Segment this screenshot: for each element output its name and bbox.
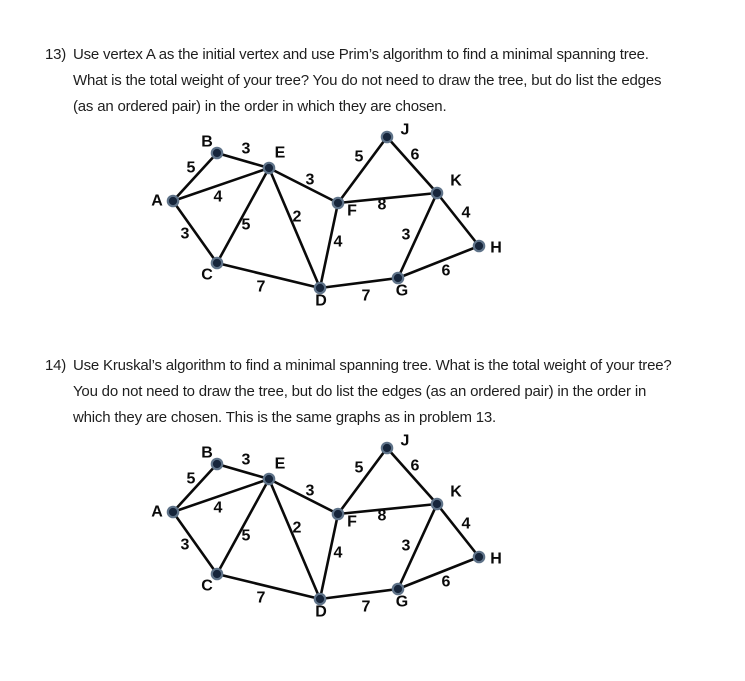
vertex-node-J	[382, 443, 392, 453]
problem-14	[45, 353, 710, 431]
edge-weight-E-F: 3	[305, 171, 315, 189]
edge-weight-E-F: 3	[305, 482, 315, 500]
edge-weight-B-E: 3	[241, 140, 251, 158]
edge-weight-C-D: 7	[256, 589, 266, 607]
edge-D-G	[320, 589, 398, 599]
problem-13-text	[73, 42, 710, 120]
edge-weight-C-E: 5	[241, 216, 251, 234]
edge-D-G	[320, 278, 398, 288]
edge-weight-D-G: 7	[361, 598, 371, 616]
edge-weight-A-B: 5	[186, 159, 196, 177]
problem-14-line-2: You do not need to draw the tree, but do list the edges (as an ordered pair) in the order in	[73, 383, 647, 400]
edge-weight-A-E: 4	[213, 188, 223, 206]
vertex-node-A	[168, 507, 178, 517]
edge-weight-J-K: 6	[410, 457, 420, 475]
vertex-label-C: C	[201, 266, 213, 284]
vertex-node-K	[432, 499, 442, 509]
edge-weight-G-K: 3	[401, 226, 411, 244]
edge-weight-G-H: 6	[441, 262, 451, 280]
edge-E-F	[269, 479, 338, 514]
vertex-label-E: E	[274, 455, 286, 473]
problem-13-number: 13)	[45, 46, 67, 63]
vertex-label-H: H	[490, 550, 502, 568]
vertex-label-D: D	[315, 603, 327, 621]
edge-weight-C-E: 5	[241, 527, 251, 545]
graph-svg	[140, 115, 520, 315]
vertex-label-G: G	[395, 282, 409, 300]
edge-weight-J-K: 6	[410, 146, 420, 164]
problem-14-text	[73, 353, 710, 431]
vertex-label-B: B	[201, 444, 213, 462]
vertex-label-C: C	[201, 577, 213, 595]
edge-weight-A-B: 5	[186, 470, 196, 488]
edge-weight-B-E: 3	[241, 451, 251, 469]
edge-J-K	[387, 448, 437, 504]
vertex-label-K: K	[450, 172, 462, 190]
vertex-node-H	[474, 241, 484, 251]
edge-C-D	[217, 574, 320, 599]
vertex-node-K	[432, 188, 442, 198]
vertex-node-C	[212, 569, 222, 579]
vertex-node-B	[212, 148, 222, 158]
vertex-label-F: F	[347, 513, 357, 531]
edge-weight-G-H: 6	[441, 573, 451, 591]
edge-weight-D-F: 4	[333, 544, 343, 562]
edge-H-K	[437, 504, 479, 557]
vertex-node-B	[212, 459, 222, 469]
problem-13	[45, 42, 710, 120]
edge-weight-D-F: 4	[333, 233, 343, 251]
edge-weight-D-E: 2	[292, 208, 302, 226]
vertex-node-F	[333, 198, 343, 208]
edge-weight-H-K: 4	[461, 515, 471, 533]
edge-weight-F-J: 5	[354, 148, 364, 166]
edge-H-K	[437, 193, 479, 246]
edge-F-J	[338, 137, 387, 203]
edge-C-D	[217, 263, 320, 288]
edge-weight-D-G: 7	[361, 287, 371, 305]
vertex-node-A	[168, 196, 178, 206]
edge-weight-A-C: 3	[180, 536, 190, 554]
vertex-node-J	[382, 132, 392, 142]
edge-weight-H-K: 4	[461, 204, 471, 222]
vertex-label-B: B	[201, 133, 213, 151]
vertex-label-A: A	[151, 503, 163, 521]
problem-14-graph-diagram	[140, 426, 520, 626]
problem-14-line-3: which they are chosen. This is the same graphs as in problem 13.	[73, 409, 496, 426]
problem-14-line-1: Use Kruskal’s algorithm to find a minimal spanning tree. What is the total weight of your tree?	[73, 357, 672, 374]
edge-F-K	[338, 193, 437, 203]
vertex-label-K: K	[450, 483, 462, 501]
vertex-label-A: A	[151, 192, 163, 210]
vertex-label-D: D	[315, 292, 327, 310]
graph-svg	[140, 426, 520, 626]
vertex-label-G: G	[395, 593, 409, 611]
edge-weight-F-J: 5	[354, 459, 364, 477]
vertex-node-H	[474, 552, 484, 562]
edge-weight-F-K: 8	[377, 507, 387, 525]
edge-F-J	[338, 448, 387, 514]
edge-E-F	[269, 168, 338, 203]
vertex-node-E	[264, 163, 274, 173]
edge-J-K	[387, 137, 437, 193]
edge-weight-C-D: 7	[256, 278, 266, 296]
edge-weight-F-K: 8	[377, 196, 387, 214]
vertex-label-H: H	[490, 239, 502, 257]
problem-14-number: 14)	[45, 357, 67, 374]
problem-13-graph-diagram	[140, 115, 520, 315]
vertex-label-J: J	[400, 432, 410, 450]
edge-weight-A-C: 3	[180, 225, 190, 243]
vertex-label-J: J	[400, 121, 410, 139]
vertex-node-F	[333, 509, 343, 519]
edge-F-K	[338, 504, 437, 514]
edge-weight-G-K: 3	[401, 537, 411, 555]
vertex-label-F: F	[347, 202, 357, 220]
problem-13-line-3: (as an ordered pair) in the order in which they are chosen.	[73, 98, 447, 115]
edge-weight-D-E: 2	[292, 519, 302, 537]
problem-13-line-2: What is the total weight of your tree? You do not need to draw the tree, but do list the edges	[73, 72, 662, 89]
vertex-node-E	[264, 474, 274, 484]
vertex-label-E: E	[274, 144, 286, 162]
problem-13-line-1: Use vertex A as the initial vertex and use Prim’s algorithm to find a minimal spanning tree.	[73, 46, 649, 63]
vertex-node-C	[212, 258, 222, 268]
edge-weight-A-E: 4	[213, 499, 223, 517]
